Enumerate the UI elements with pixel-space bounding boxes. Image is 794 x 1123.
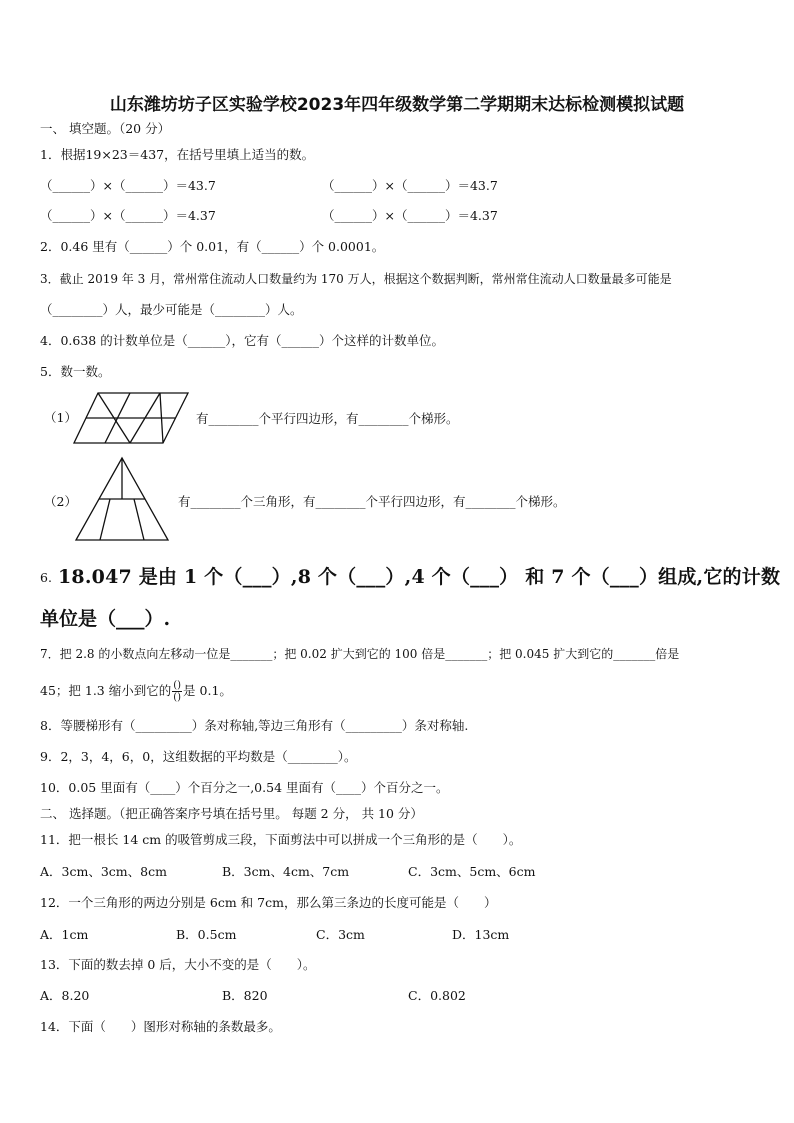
question-7-line2-prefix: 45；把 1.3 缩小到它的 bbox=[40, 683, 172, 698]
question-14-stem: 14．下面（ ）图形对称轴的条数最多。 bbox=[40, 1019, 281, 1034]
question-12-stem: 12．一个三角形的两边分别是 6cm 和 7cm，那么第三条边的长度可能是（ ） bbox=[40, 895, 497, 910]
triangle-figure bbox=[72, 455, 172, 543]
question-13-option-b: B．820 bbox=[222, 988, 268, 1003]
question-7-line2 bbox=[40, 680, 232, 703]
question-9: 9．2，3，4，6，0，这组数据的平均数是（________）。 bbox=[40, 749, 357, 764]
question-2: 2．0.46 里有（______）个 0.01，有（______）个 0.0001。 bbox=[40, 239, 385, 254]
question-5-part1-text: 有________个平行四边形，有________个梯形。 bbox=[196, 411, 459, 426]
question-1-row2-left: （______）×（______）＝4.37 bbox=[40, 208, 216, 223]
question-4: 4．0.638 的计数单位是（______），它有（______）个这样的计数单位。 bbox=[40, 333, 444, 348]
fraction bbox=[172, 680, 182, 703]
question-1-row1-left: （______）×（______）＝43.7 bbox=[40, 178, 216, 193]
question-11-option-c: C．3cm、5cm、6cm bbox=[408, 864, 536, 879]
question-1-stem: 1．根据19×23＝437，在括号里填上适当的数。 bbox=[40, 147, 315, 162]
section-heading-multiple-choice: 二、 选择题。（把正确答案序号填在括号里。 每题 2 分， 共 10 分） bbox=[40, 806, 423, 821]
question-12-option-d: D．13cm bbox=[452, 927, 510, 942]
question-7-line1: 7．把 2.8 的小数点向左移动一位是_______；把 0.02 扩大到它的 100 倍是_______；把 0.045 扩大到它的_______倍是 bbox=[40, 647, 680, 661]
question-12-option-c: C．3cm bbox=[316, 927, 365, 942]
question-5-part2-text: 有________个三角形，有________个平行四边形，有________个梯形。 bbox=[178, 494, 566, 509]
fraction-numerator: () bbox=[173, 680, 182, 691]
parallelogram-figure bbox=[72, 390, 192, 446]
question-6-line1: 18.047 是由 1 个（___）,8 个（___）,4 个（___） 和 7 个（___）组成,它的计数 bbox=[58, 566, 781, 588]
fraction-denominator: () bbox=[173, 692, 182, 703]
question-11-option-b: B．3cm、4cm、7cm bbox=[222, 864, 350, 879]
question-5-part2-label: （2） bbox=[44, 494, 77, 509]
question-10: 10．0.05 里面有（____）个百分之一,0.54 里面有（____）个百分之一。 bbox=[40, 780, 449, 795]
question-5-stem: 5．数一数。 bbox=[40, 364, 111, 379]
question-3-line2: （________）人，最少可能是（________）人。 bbox=[40, 302, 303, 317]
document-title: 山东潍坊坊子区实验学校2023年四年级数学第二学期期末达标检测模拟试题 bbox=[109, 95, 685, 115]
question-11-stem: 11．把一根长 14 cm 的吸管剪成三段，下面剪法中可以拼成一个三角形的是（ ）。 bbox=[40, 832, 522, 847]
question-1-row1-right: （______）×（______）＝43.7 bbox=[322, 178, 498, 193]
question-8: 8．等腰梯形有（_________）条对称轴,等边三角形有（_________）条对称轴. bbox=[40, 718, 469, 733]
question-13-stem: 13．下面的数去掉 0 后，大小不变的是（ ）。 bbox=[40, 957, 316, 972]
question-6-line2: 单位是（___）. bbox=[40, 608, 171, 630]
question-7-line2-suffix: 是 0.1。 bbox=[183, 683, 232, 698]
question-6-number: 6. bbox=[40, 570, 52, 585]
question-3-line1: 3．截止 2019 年 3 月，常州常住流动人口数量约为 170 万人，根据这个数据判断，常州常住流动人口数量最多可能是 bbox=[40, 272, 672, 286]
question-5-part1-label: （1） bbox=[44, 410, 77, 425]
section-heading-fill-blank: 一、 填空题。（20 分） bbox=[40, 121, 171, 136]
question-11-option-a: A．3cm、3cm、8cm bbox=[40, 864, 167, 879]
question-13-option-a: A．8.20 bbox=[40, 988, 90, 1003]
question-12-option-a: A．1cm bbox=[40, 927, 89, 942]
question-12-option-b: B．0.5cm bbox=[176, 927, 237, 942]
question-13-option-c: C．0.802 bbox=[408, 988, 466, 1003]
question-1-row2-right: （______）×（______）＝4.37 bbox=[322, 208, 498, 223]
